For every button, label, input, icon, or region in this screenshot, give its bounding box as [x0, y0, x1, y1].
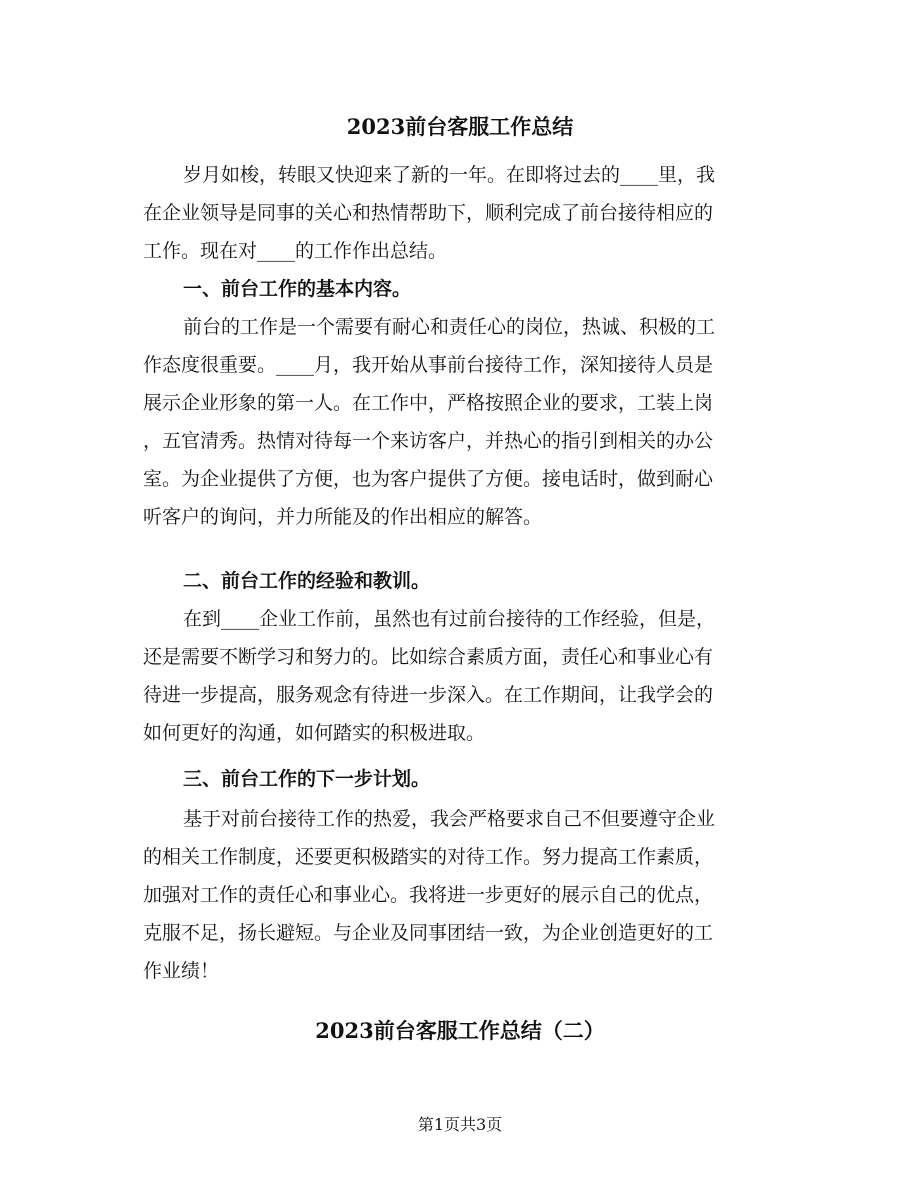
heading-text: 二、前台工作的经验和教训。: [183, 570, 431, 592]
text-line: 展示企业形象的第一人。在工作中，严格按照企业的要求，工装上岗: [143, 392, 714, 414]
heading-text: 三、前台工作的下一步计划。: [183, 768, 431, 790]
text-line: 基于对前台接待工作的热爱，我会严格要求自己不但要遵守企业: [183, 808, 716, 830]
text-line: 室。为企业提供了方便，也为客户提供了方便。接电话时，做到耐心: [143, 468, 714, 490]
page-footer: 第1页共3页: [417, 1115, 503, 1134]
section-1-paragraph: [143, 308, 783, 536]
text-line: ，五官清秀。热情对待每一个来访客户，并热心的指引到相关的办公: [143, 430, 714, 452]
section-1-heading: [143, 270, 783, 308]
text-line: 工作。现在对____的工作作出总结。: [143, 240, 448, 262]
text-line: 的相关工作制度，还要更积极踏实的对待工作。努力提高工作素质，: [143, 846, 714, 868]
heading-text: 一、前台工作的基本内容。: [183, 278, 412, 300]
text-line: 作态度很重要。____月，我开始从事前台接待工作，深知接待人员是: [143, 354, 714, 376]
text-line: 如何更好的沟通，如何踏实的积极进取。: [143, 722, 486, 744]
text-line: 加强对工作的责任心和事业心。我将进一步更好的展示自己的优点，: [143, 884, 714, 906]
text-line: 作业绩！: [143, 960, 220, 982]
section-2-paragraph: [143, 600, 783, 752]
intro-paragraph: [143, 156, 783, 270]
text-line: 还是需要不断学习和努力的。比如综合素质方面，责任心和事业心有: [143, 646, 714, 668]
second-document-title: 2023前台客服工作总结（二）: [315, 1018, 605, 1043]
text-line: 听客户的询问，并力所能及的作出相应的解答。: [143, 506, 543, 528]
text-line: 克服不足，扬长避短。与企业及同事团结一致，为企业创造更好的工: [143, 922, 714, 944]
text-line: 在到____企业工作前，虽然也有过前台接待的工作经验，但是，: [183, 608, 716, 630]
section-3-paragraph: [143, 800, 783, 990]
section-3-heading: [143, 760, 783, 798]
document-title: 2023前台客服工作总结: [346, 114, 574, 139]
section-2-heading: [143, 562, 783, 600]
text-line: 岁月如梭，转眼又快迎来了新的一年。在即将过去的____里，我: [183, 164, 716, 186]
text-line: 前台的工作是一个需要有耐心和责任心的岗位，热诚、积极的工: [183, 316, 716, 338]
text-line: 在企业领导是同事的关心和热情帮助下，顺利完成了前台接待相应的: [143, 202, 714, 224]
text-line: 待进一步提高，服务观念有待进一步深入。在工作期间，让我学会的: [143, 684, 714, 706]
